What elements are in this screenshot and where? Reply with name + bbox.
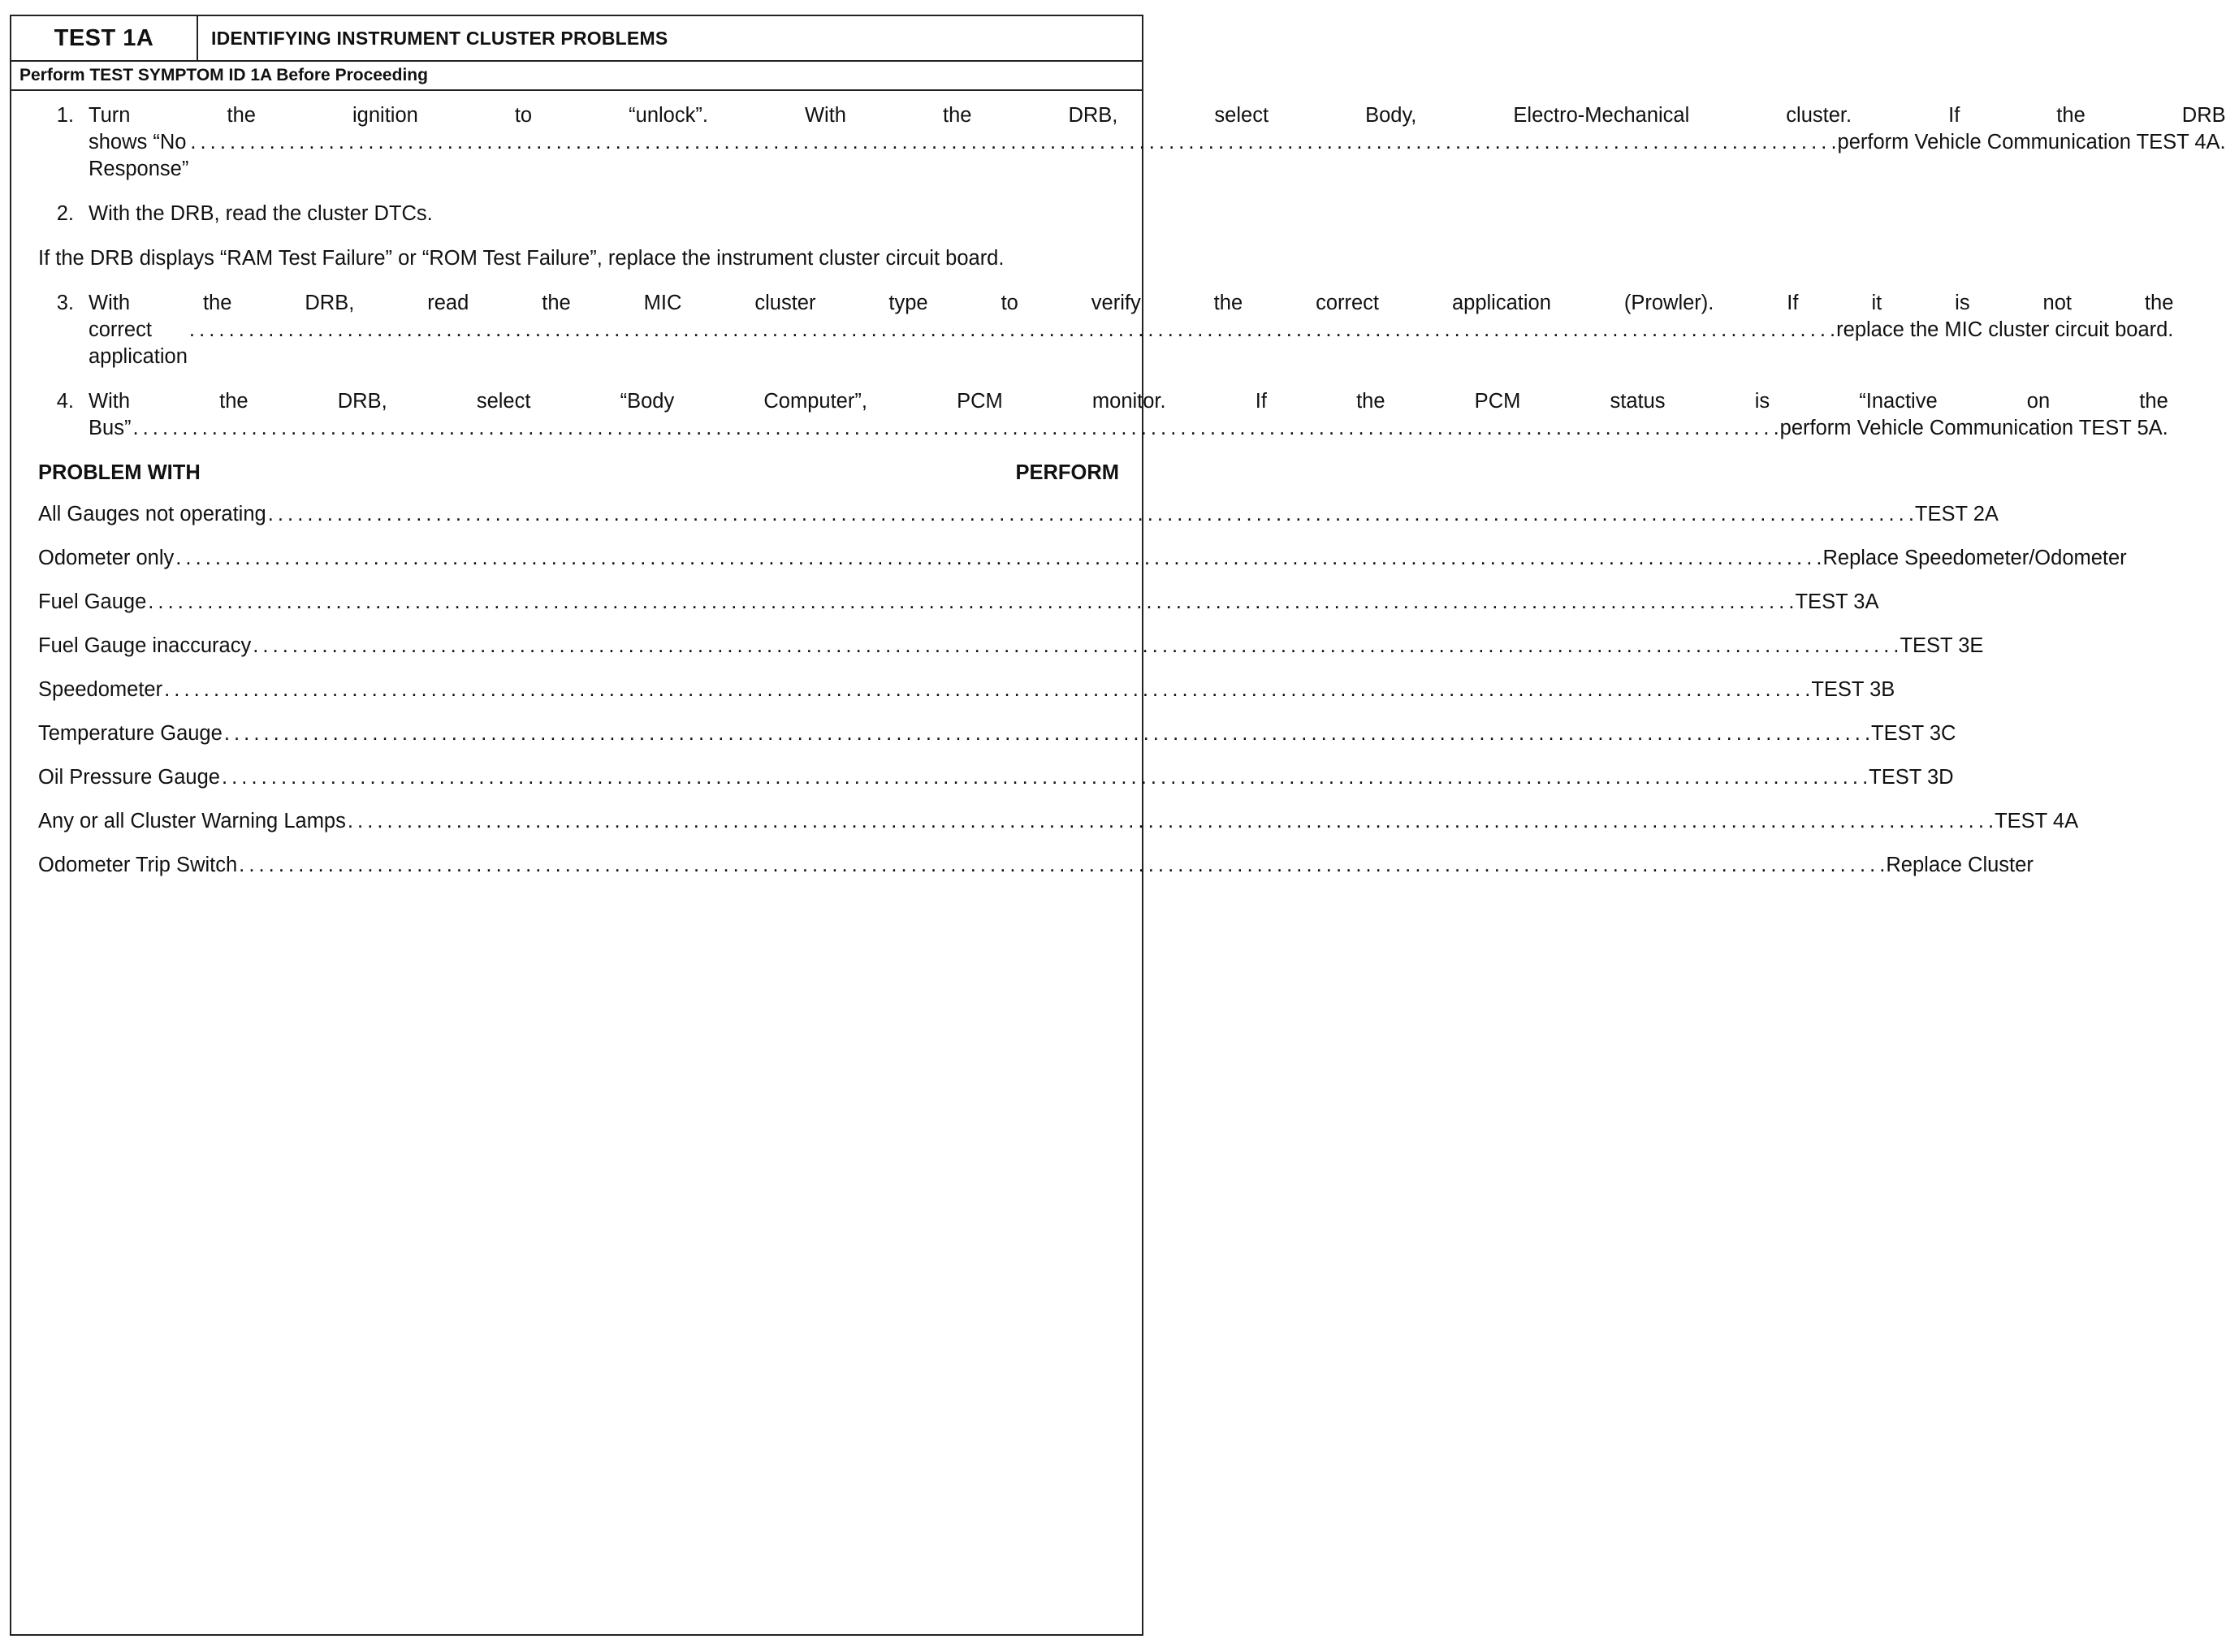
perform-action: TEST 2A bbox=[1914, 503, 1999, 525]
table-row bbox=[38, 633, 1984, 677]
step-2 bbox=[38, 201, 1119, 227]
table-row bbox=[38, 545, 2127, 589]
test-id: TEST 1A bbox=[11, 16, 198, 60]
leader-dots bbox=[148, 589, 1793, 616]
table-row bbox=[38, 589, 1879, 633]
test-sheet bbox=[10, 15, 2226, 1636]
leader-dots bbox=[224, 720, 1869, 747]
step-number: 1. bbox=[56, 104, 74, 127]
step-action: perform Vehicle Communication TEST 5A. bbox=[1779, 417, 2168, 439]
leader-dots bbox=[175, 545, 1821, 572]
leader-dots bbox=[253, 633, 1898, 660]
perform-action: TEST 3D bbox=[1869, 766, 1954, 789]
perform-action: TEST 4A bbox=[1995, 810, 2079, 832]
perform-action: TEST 3A bbox=[1795, 590, 1879, 613]
header-row bbox=[11, 16, 1142, 62]
table-row bbox=[38, 852, 2034, 896]
step-leader-line bbox=[89, 317, 2173, 370]
step-number: 4. bbox=[56, 390, 74, 413]
note-text: If the DRB displays “RAM Test Failure” or “ROM Test Failure”, replace the instrument cluster circuit board. bbox=[38, 247, 1005, 270]
prerequisite: Perform TEST SYMPTOM ID 1A Before Proceeding bbox=[11, 62, 1142, 91]
step-number: 2. bbox=[56, 202, 74, 225]
table-row bbox=[38, 764, 1954, 808]
perform-action: TEST 3E bbox=[1900, 634, 1984, 657]
leader-dots bbox=[268, 501, 1913, 528]
step-body bbox=[89, 388, 2168, 442]
step-number: 3. bbox=[56, 292, 74, 314]
perform-action: Replace Speedometer/Odometer bbox=[1822, 547, 2127, 569]
step-action: perform Vehicle Communication TEST 4A. bbox=[1837, 131, 2226, 154]
table-row bbox=[38, 677, 1895, 720]
column-header-perform: PERFORM bbox=[1015, 461, 1119, 484]
step-text: With the DRB, read the cluster DTCs. bbox=[89, 202, 433, 225]
table-row bbox=[38, 808, 2079, 852]
problem-label: Speedometer bbox=[38, 678, 163, 701]
leader-dots bbox=[348, 808, 1993, 835]
table-header bbox=[38, 460, 1119, 487]
content bbox=[11, 91, 2226, 896]
table-row bbox=[38, 720, 1956, 764]
step-3 bbox=[38, 290, 2174, 370]
step-body bbox=[89, 102, 2226, 183]
problem-label: Any or all Cluster Warning Lamps bbox=[38, 810, 346, 832]
leader-dots bbox=[189, 317, 1835, 344]
problem-label: All Gauges not operating bbox=[38, 503, 266, 525]
step-leader-line bbox=[89, 129, 2226, 183]
leader-dots bbox=[190, 129, 1835, 156]
step-condition: Bus” bbox=[89, 417, 132, 439]
test-title: IDENTIFYING INSTRUMENT CLUSTER PROBLEMS bbox=[211, 27, 668, 49]
step-action: replace the MIC cluster circuit board. bbox=[1836, 318, 2174, 341]
column-header-problem: PROBLEM WITH bbox=[38, 461, 201, 484]
problem-label: Temperature Gauge bbox=[38, 722, 223, 745]
problem-list bbox=[38, 501, 2127, 896]
problem-label: Oil Pressure Gauge bbox=[38, 766, 220, 789]
step-text: Turn the ignition to “unlock”. With the DRB, select Body, Electro-Mechanical cluster. If the DRB bbox=[89, 104, 2226, 127]
step-text: With the DRB, read the MIC cluster type to verify the correct application (Prowler). If it is not the bbox=[89, 292, 2174, 314]
perform-action: Replace Cluster bbox=[1886, 854, 2034, 876]
step-condition: shows “No Response” bbox=[89, 131, 189, 180]
step-1 bbox=[38, 102, 2226, 183]
perform-action: TEST 3C bbox=[1871, 722, 1956, 745]
problem-label: Fuel Gauge bbox=[38, 590, 147, 613]
step-text: With the DRB, select “Body Computer”, PCM monitor. If the PCM status is “Inactive on the bbox=[89, 390, 2168, 413]
problem-label: Fuel Gauge inaccuracy bbox=[38, 634, 252, 657]
perform-action: TEST 3B bbox=[1811, 678, 1895, 701]
step-body bbox=[89, 201, 1119, 227]
leader-dots bbox=[132, 415, 1778, 442]
step-4 bbox=[38, 388, 2168, 442]
problem-label: Odometer only bbox=[38, 547, 175, 569]
table-row bbox=[38, 501, 1999, 545]
problem-label: Odometer Trip Switch bbox=[38, 854, 238, 876]
step-condition: correct application bbox=[89, 318, 188, 368]
leader-dots bbox=[222, 764, 1867, 791]
step-body bbox=[89, 290, 2173, 370]
leader-dots bbox=[239, 852, 1884, 879]
step-leader-line bbox=[89, 415, 2168, 442]
leader-dots bbox=[164, 677, 1809, 703]
